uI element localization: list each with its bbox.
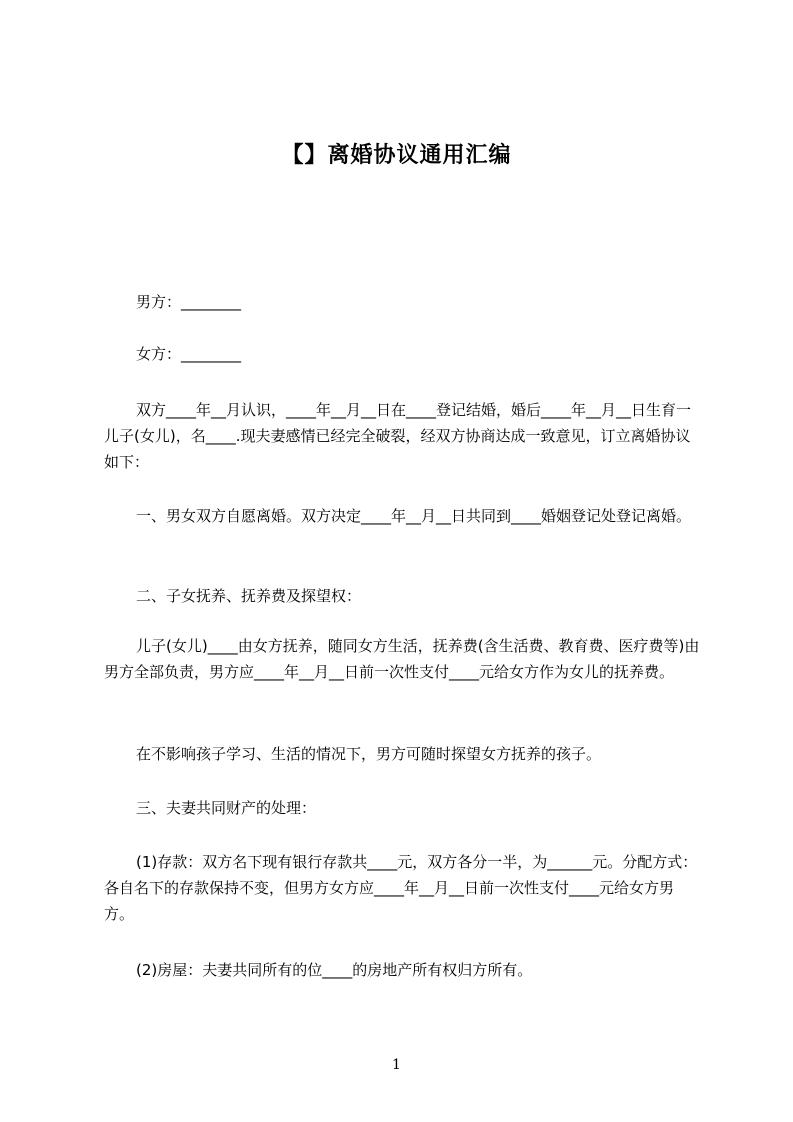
paragraph-male-party: 男方：________ <box>136 293 242 311</box>
paragraph-intro: 双方____年__月认识，____年__月__日在____登记结婚，婚后____年__月__日生育一儿子(女儿)，名____.现夫妻感情已经完全破裂，经双方协商达成一致意见，订立离婚协议如下： <box>104 401 692 471</box>
document-title: 【】离婚协议通用汇编 <box>281 143 512 168</box>
page-number: 1 <box>392 1057 401 1073</box>
paragraph-child-support: 儿子(女儿)____由女方抚养，随同女方生活，抚养费(含生活费、教育费、医疗费等)由男方全部负责，男方应____年__月__日前一次性支付____元给女方作为女儿的抚养费。 <box>104 637 700 681</box>
paragraph-clause-3-heading: 三、夫妻共同财产的处理： <box>136 799 317 817</box>
paragraph-property: (2)房屋：夫妻共同所有的位____的房地产所有权归方所有。 <box>136 961 533 979</box>
paragraph-visitation: 在不影响孩子学习、生活的情况下，男方可随时探望女方抚养的孩子。 <box>136 745 602 763</box>
paragraph-clause-2-heading: 二、子女抚养、抚养费及探望权： <box>136 587 362 605</box>
paragraph-savings: (1)存款：双方名下现有银行存款共____元，双方各分一半，为______元。分配方式：各自名下的存款保持不变，但男方女方应____年__月__日前一次性支付____元给女方男方。 <box>104 853 698 923</box>
paragraph-clause-1: 一、男女双方自愿离婚。双方决定____年__月__日共同到____婚姻登记处登记离婚。 <box>136 507 692 525</box>
paragraph-female-party: 女方：________ <box>136 345 242 363</box>
